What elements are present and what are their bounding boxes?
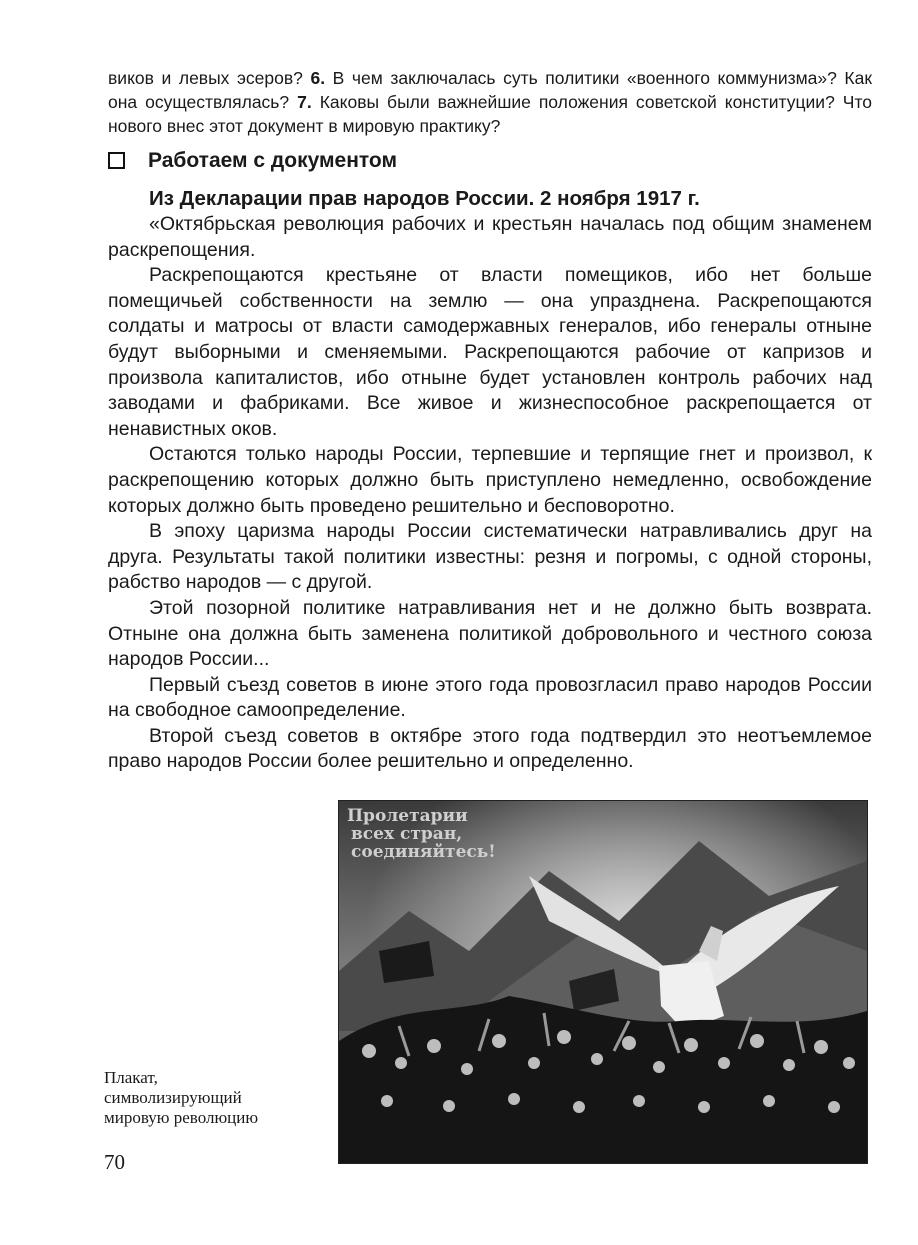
caption-line: Плакат,	[104, 1068, 158, 1087]
document-text	[108, 212, 872, 775]
checkbox-square-icon	[108, 152, 125, 169]
document-title: Из Декларации прав народов России. 2 ноября 1917 г.	[149, 187, 700, 210]
intro-text-start: виков и левых эсеров?	[108, 68, 311, 88]
poster-slogan-line: всех стран,	[351, 824, 463, 844]
poster-slogan-line: Пролетарии	[347, 806, 468, 826]
question-7-number: 7.	[297, 92, 312, 112]
section-header	[108, 148, 872, 178]
section-title: Работаем с документом	[148, 149, 397, 172]
question-7-text: Каковы были важнейшие положения советской конституции? Что нового внес этот документ в мировую практику?	[108, 92, 872, 136]
caption-line: мировую революцию	[104, 1108, 259, 1127]
question-6-text: В чем заключалась суть политики «военного коммунизма»? Как она осуществлялась?	[108, 68, 872, 112]
document-paragraph: Первый съезд советов в июне этого года провозгласил право народов России на свободное самоопределение.	[108, 673, 872, 722]
document-paragraph: Этой позорной политике натравливания нет и не должно быть возврата. Отныне она должна быть заменена политикой добровольного и честного союза народов России...	[108, 596, 872, 671]
document-paragraph: Раскрепощаются крестьяне от власти помещиков, ибо нет больше помещичьей собственности на землю — она упразднена. Раскрепощаются солдаты и матросы от власти самодержавных генералов, ибо генералы отныне будут выборными и сменяемыми. Раскрепощаются рабочие от капризов и произвола капиталистов, ибо отныне будет установлен контроль рабочих над заводами и фабриками. Все живое и жизнеспособное раскрепощается от ненавистных оков.	[108, 264, 872, 440]
page-number: 70	[104, 1150, 125, 1174]
document-paragraph: Остаются только народы России, терпевшие и терпящие гнет и произвол, к раскрепощению которых должно быть приступлено немедленно, освобождение которых должно быть проведено решительно и бесповоротно.	[108, 443, 872, 517]
intro-questions	[108, 66, 872, 138]
question-6-number: 6.	[310, 68, 326, 88]
document-paragraph: «Октябрьская революция рабочих и крестьян началась под общим знаменем раскрепощения.	[108, 213, 872, 261]
poster-slogan-line: соединяйтесь!	[351, 842, 496, 862]
poster-caption	[104, 1068, 324, 1128]
document-paragraph: Второй съезд советов в октябре этого года подтвердил это неотъемлемое право народов России более решительно и определенно.	[108, 724, 872, 773]
revolution-poster	[338, 800, 868, 1164]
caption-line: символизирующий	[104, 1088, 242, 1107]
document-paragraph: В эпоху царизма народы России систематически натравливались друг на друга. Результаты такой политики известны: резня и погромы, с одной стороны, рабство народов — с другой.	[108, 520, 872, 594]
